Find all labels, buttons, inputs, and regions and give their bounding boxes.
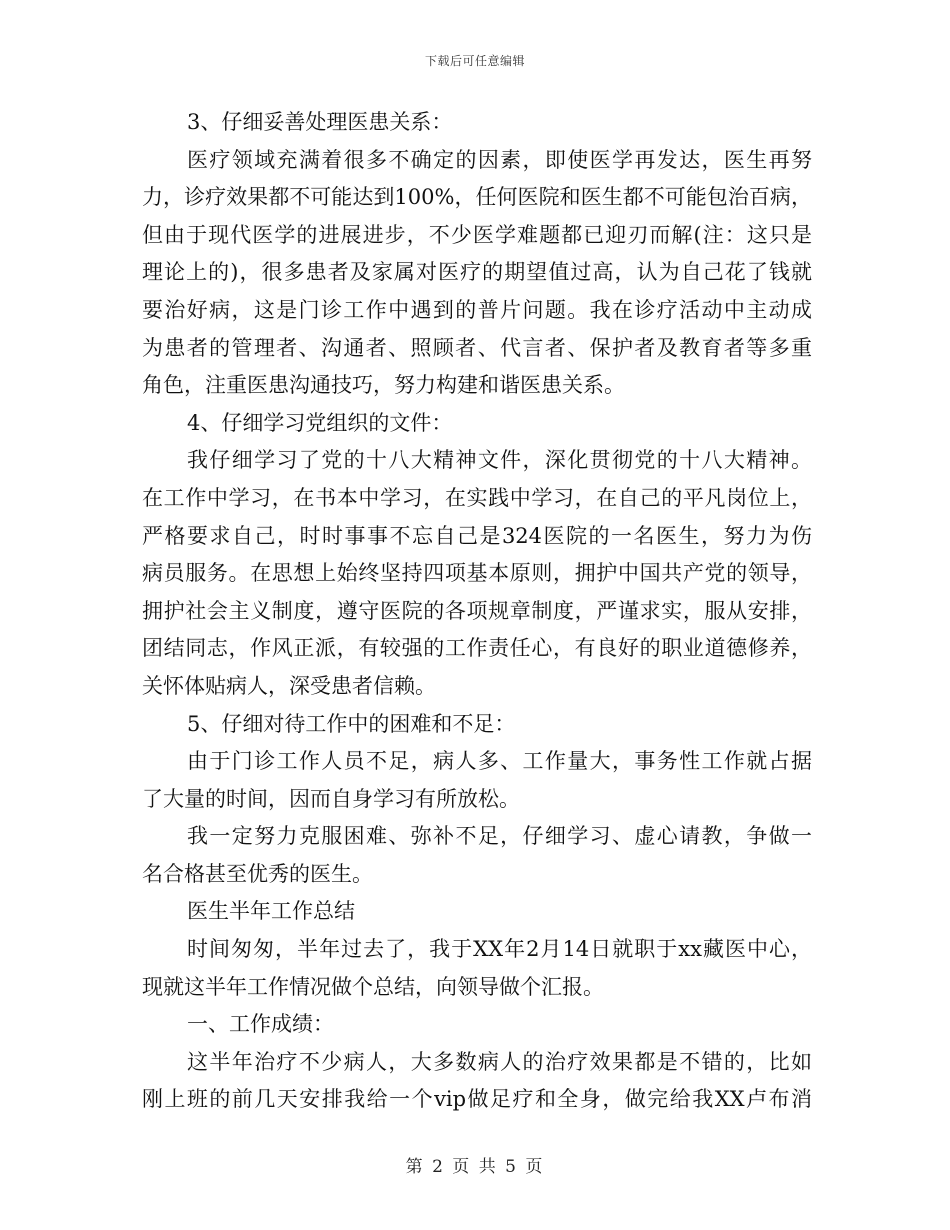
paragraph-line: 关怀体贴病人，深受患者信赖。 (142, 673, 436, 698)
paragraph-line: 为患者的管理者、沟通者、照顾者、代言者、保护者及教育者等多重 (142, 335, 812, 360)
page-number: 第 2 页 共 5 页 (405, 1157, 545, 1177)
paragraph-line: 了大量的时间，因而自身学习有所放松。 (142, 786, 520, 811)
paragraph-line: 时间匆匆，半年过去了，我于XX年2月14日就职于xx藏医中心， (187, 937, 812, 962)
paragraph-line: 刚上班的前几天安排我给一个vip做足疗和全身，做完给我XX卢布消 (142, 1087, 812, 1112)
section-heading: 4、仔细学习党组织的文件： (187, 410, 453, 435)
paragraph-line: 角色，注重医患沟通技巧，努力构建和谐医患关系。 (142, 373, 625, 398)
paragraph-line: 在工作中学习，在书本中学习，在实践中学习，在自己的平凡岗位上， (142, 485, 812, 510)
document-title: 医生半年工作总结 (187, 899, 355, 924)
paragraph-line: 理论上的)，很多患者及家属对医疗的期望值过高，认为自己花了钱就 (142, 260, 812, 285)
paragraph-line: 严格要求自己，时时事事不忘自己是324医院的一名医生，努力为伤 (142, 523, 812, 548)
paragraph-line: 病员服务。在思想上始终坚持四项基本原则，拥护中国共产党的领导， (142, 561, 812, 586)
paragraph-line: 我仔细学习了党的十八大精神文件，深化贯彻党的十八大精神。 (187, 448, 812, 473)
document-body (142, 104, 812, 1119)
paragraph-line: 现就这半年工作情况做个总结，向领导做个汇报。 (142, 974, 604, 999)
paragraph-line: 拥护社会主义制度，遵守医院的各项规章制度，严谨求实，服从安排， (142, 598, 812, 623)
page-header: 下载后可任意编辑 (424, 54, 525, 68)
paragraph-line: 但由于现代医学的进展进步，不少医学难题都已迎刃而解(注：这只是 (142, 222, 812, 247)
paragraph-line: 名合格甚至优秀的医生。 (142, 861, 373, 886)
paragraph-line: 由于门诊工作人员不足，病人多、工作量大，事务性工作就占据 (187, 749, 812, 774)
paragraph-line: 医疗领域充满着很多不确定的因素，即使医学再发达，医生再努 (187, 147, 812, 172)
paragraph-line: 力，诊疗效果都不可能达到100%，任何医院和医生都不可能包治百病， (142, 185, 812, 210)
paragraph-line: 这半年治疗不少病人，大多数病人的治疗效果都是不错的，比如 (187, 1049, 812, 1074)
section-heading: 5、仔细对待工作中的困难和不足： (187, 711, 516, 736)
paragraph-line: 我一定努力克服困难、弥补不足，仔细学习、虚心请教，争做一 (187, 824, 812, 849)
section-heading: 3、仔细妥善处理医患关系： (187, 110, 453, 134)
paragraph-line: 团结同志，作风正派，有较强的工作责任心，有良好的职业道德修养， (142, 636, 812, 661)
paragraph-line: 要治好病，这是门诊工作中遇到的普片问题。我在诊疗活动中主动成 (142, 297, 812, 322)
section-heading: 一、工作成绩： (187, 1012, 334, 1037)
